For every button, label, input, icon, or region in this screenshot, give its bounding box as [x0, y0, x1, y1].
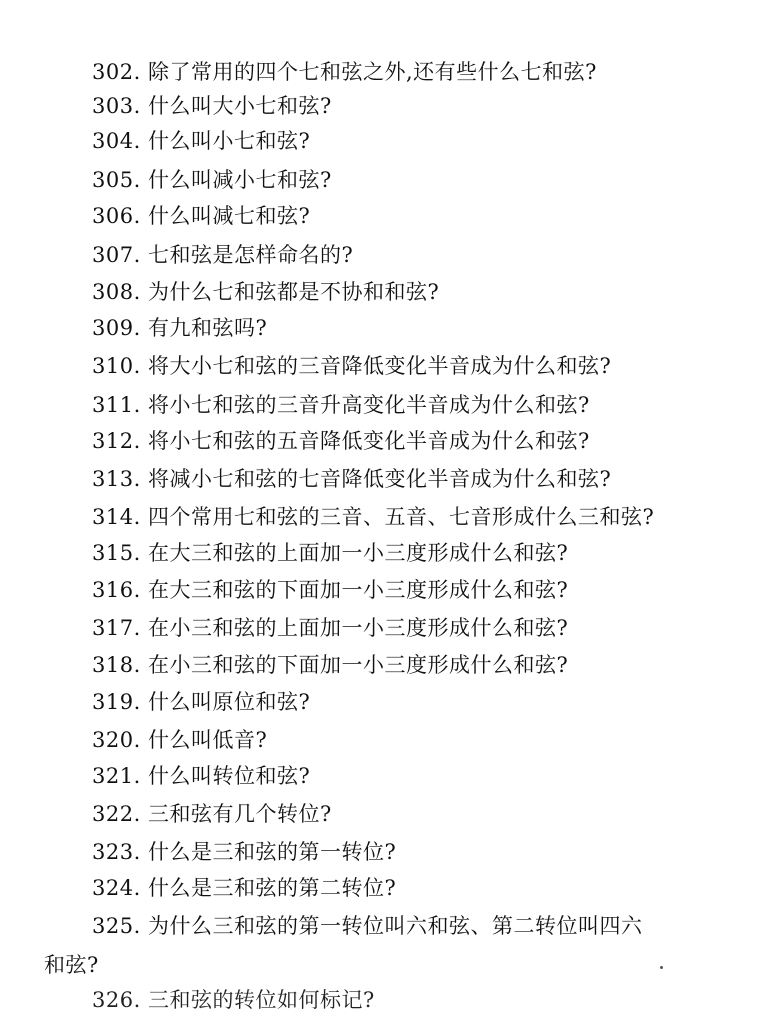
- question-number: 304.: [92, 129, 141, 153]
- question-number: 315.: [92, 541, 141, 565]
- question-text: 有九和弦吗?: [147, 316, 268, 340]
- question-number: 319.: [92, 690, 141, 714]
- question-304: [92, 127, 310, 155]
- question-308: [92, 278, 439, 306]
- question-326-cut-off: [92, 986, 375, 1014]
- question-number: 313.: [92, 467, 141, 491]
- question-number: 314.: [92, 505, 141, 529]
- question-number: 324.: [92, 876, 141, 900]
- question-text: 什么是三和弦的第一转位?: [147, 840, 397, 864]
- question-number: 311.: [92, 393, 141, 417]
- question-number: 317.: [92, 616, 141, 640]
- question-text: 什么叫原位和弦?: [147, 690, 311, 714]
- question-305: [92, 166, 332, 194]
- question-text: 在大三和弦的下面加一小三度形成什么和弦?: [147, 578, 569, 602]
- question-325-continuation: 和弦?: [44, 953, 99, 977]
- question-321: [92, 762, 310, 790]
- question-number: 307.: [92, 243, 141, 267]
- question-306: [92, 202, 310, 230]
- question-319: [92, 688, 310, 716]
- question-text: 在小三和弦的上面加一小三度形成什么和弦?: [147, 616, 569, 640]
- question-number: 303.: [92, 94, 141, 118]
- question-314: [92, 503, 654, 531]
- question-307: [92, 241, 353, 269]
- question-number: 305.: [92, 168, 141, 192]
- question-text: 将大小七和弦的三音降低变化半音成为什么和弦?: [147, 354, 612, 378]
- question-text: 将小七和弦的五音降低变化半音成为什么和弦?: [147, 429, 590, 453]
- question-text: 什么叫小七和弦?: [147, 129, 311, 153]
- question-number: 306.: [92, 204, 141, 228]
- question-320: [92, 726, 267, 754]
- question-text: 在小三和弦的下面加一小三度形成什么和弦?: [147, 653, 569, 677]
- question-325: [92, 912, 642, 940]
- question-number: 316.: [92, 578, 141, 602]
- question-text: 四个常用七和弦的三音、五音、七音形成什么三和弦?: [147, 505, 655, 529]
- question-number: 326.: [92, 988, 141, 1012]
- question-number: 322.: [92, 802, 141, 826]
- question-number: 302.: [92, 60, 141, 84]
- question-311: [92, 391, 590, 419]
- question-310: [92, 352, 611, 380]
- question-324: [92, 874, 396, 902]
- question-312: [92, 427, 590, 455]
- question-text: 什么叫减小七和弦?: [147, 168, 332, 192]
- question-number: 321.: [92, 764, 141, 788]
- question-text: 为什么三和弦的第一转位叫六和弦、第二转位叫四六: [147, 914, 643, 938]
- question-322: [92, 800, 332, 828]
- question-text: 三和弦有几个转位?: [147, 802, 332, 826]
- question-317: [92, 614, 568, 642]
- question-number: 308.: [92, 280, 141, 304]
- question-text: 将减小七和弦的七音降低变化半音成为什么和弦?: [147, 467, 612, 491]
- question-number: 323.: [92, 840, 141, 864]
- question-number: 320.: [92, 728, 141, 752]
- question-313: [92, 465, 611, 493]
- question-323: [92, 838, 396, 866]
- question-text: 三和弦的转位如何标记?: [147, 988, 375, 1012]
- question-text: 什么叫转位和弦?: [147, 764, 311, 788]
- question-number: 309.: [92, 316, 141, 340]
- question-303: [92, 92, 332, 120]
- question-text: 将小七和弦的三音升高变化半音成为什么和弦?: [147, 393, 590, 417]
- question-text: 除了常用的四个七和弦之外,还有些什么七和弦?: [147, 60, 597, 84]
- scan-speck: [660, 966, 663, 969]
- question-text: 什么是三和弦的第二转位?: [147, 876, 397, 900]
- question-text: 为什么七和弦都是不协和和弦?: [147, 280, 440, 304]
- question-315: [92, 539, 568, 567]
- question-number: 312.: [92, 429, 141, 453]
- question-text: 什么叫减七和弦?: [147, 204, 311, 228]
- question-text: 在大三和弦的上面加一小三度形成什么和弦?: [147, 541, 569, 565]
- question-text: 七和弦是怎样命名的?: [147, 243, 354, 267]
- question-number: 325.: [92, 914, 141, 938]
- question-316: [92, 576, 568, 604]
- question-318: [92, 651, 568, 679]
- question-text: 什么叫低音?: [147, 728, 268, 752]
- question-309: [92, 314, 267, 342]
- question-text: 什么叫大小七和弦?: [147, 94, 332, 118]
- question-302: [92, 58, 597, 86]
- question-number: 318.: [92, 653, 141, 677]
- question-number: 310.: [92, 354, 141, 378]
